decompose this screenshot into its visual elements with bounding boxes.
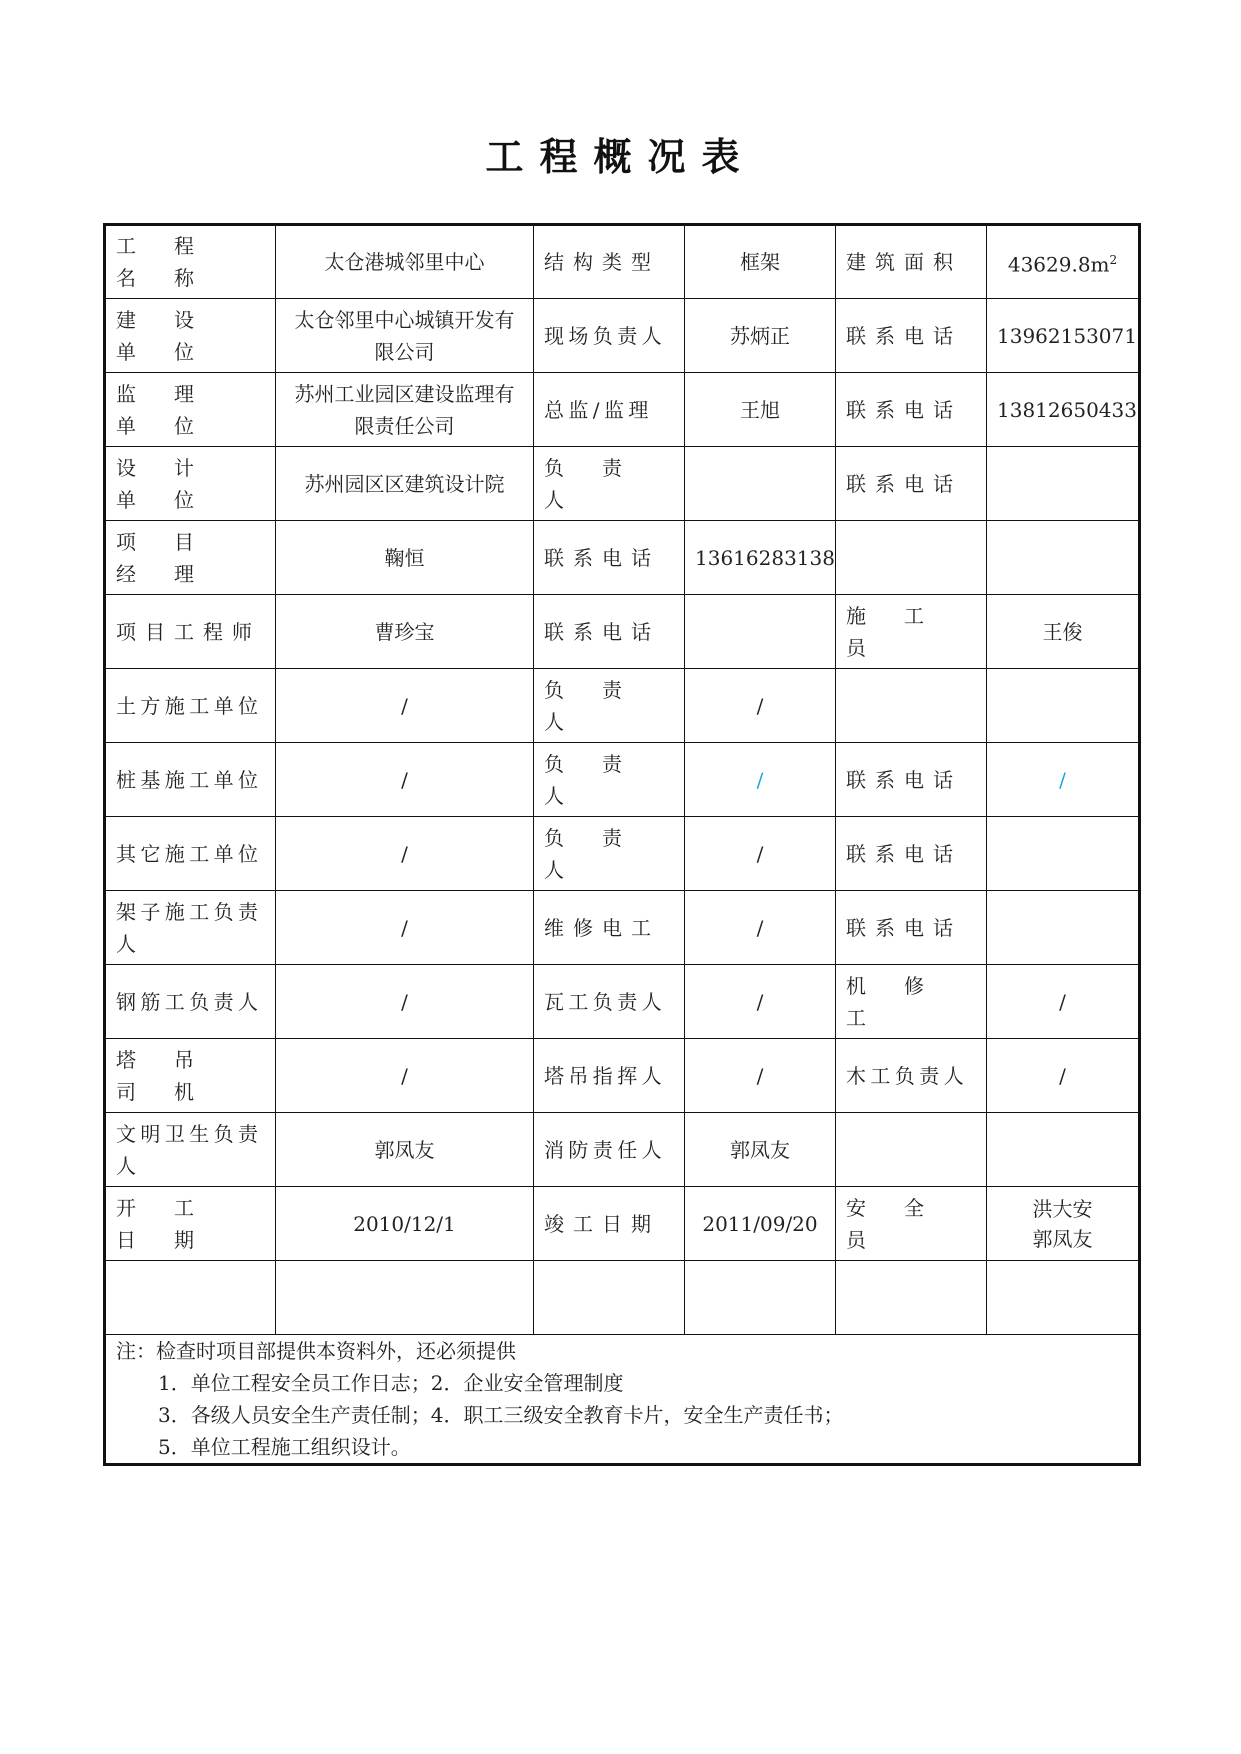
empty-cell — [105, 1261, 276, 1335]
label-design-unit: 设计单位 — [105, 447, 276, 521]
table-row — [105, 225, 1140, 299]
value-chief-supervisor: 王旭 — [685, 373, 836, 447]
area-superscript: 2 — [1109, 252, 1118, 267]
project-overview-table — [103, 223, 1141, 1466]
value-project-engineer: 曹珍宝 — [276, 595, 534, 669]
value-start-date: 2010/12/1 — [276, 1187, 534, 1261]
value-phone: 13812650433 — [987, 373, 1140, 447]
value-responsible-person: / — [685, 743, 836, 817]
table-row — [105, 1187, 1140, 1261]
label-responsible-person: 负责人 — [534, 669, 685, 743]
value-project-manager: 鞠恒 — [276, 521, 534, 595]
table-row — [105, 669, 1140, 743]
table-row — [105, 743, 1140, 817]
empty-cell — [987, 669, 1140, 743]
value-responsible-person — [685, 447, 836, 521]
label-mechanic: 机修工 — [836, 965, 987, 1039]
value-responsible-person: / — [685, 817, 836, 891]
label-start-date: 开工日期 — [105, 1187, 276, 1261]
label-phone: 联系电话 — [534, 595, 685, 669]
empty-cell — [836, 1261, 987, 1335]
label-crane-signaler: 塔吊指挥人 — [534, 1039, 685, 1113]
value-other-unit: / — [276, 817, 534, 891]
value-design-unit: 苏州园区区建筑设计院 — [276, 447, 534, 521]
label-completion-date: 竣工日期 — [534, 1187, 685, 1261]
label-project-engineer: 项目工程师 — [105, 595, 276, 669]
label-phone: 联系电话 — [836, 891, 987, 965]
value-mechanic: / — [987, 965, 1140, 1039]
label-project-name: 工程名称 — [105, 225, 276, 299]
value-project-name: 太仓港城邻里中心 — [276, 225, 534, 299]
note-line: 1．单位工程安全员工作日志；2．企业安全管理制度 — [158, 1371, 624, 1395]
label-responsible-person: 负责人 — [534, 817, 685, 891]
label-rebar-lead: 钢筋工负责人 — [105, 965, 276, 1039]
label-pile-foundation-unit: 桩基施工单位 — [105, 743, 276, 817]
table-row — [105, 1261, 1140, 1335]
label-other-unit: 其它施工单位 — [105, 817, 276, 891]
table-row — [105, 891, 1140, 965]
label-phone: 联系电话 — [836, 743, 987, 817]
value-carpenter-lead: / — [987, 1039, 1140, 1113]
label-mason-lead: 瓦工负责人 — [534, 965, 685, 1039]
label-chief-supervisor: 总监/监理 — [534, 373, 685, 447]
value-phone — [987, 817, 1140, 891]
empty-cell — [836, 521, 987, 595]
label-fire-safety-lead: 消防责任人 — [534, 1113, 685, 1187]
value-construction-unit: 太仓邻里中心城镇开发有限公司 — [276, 299, 534, 373]
area-number: 43629.8m — [1007, 252, 1110, 277]
value-phone — [987, 891, 1140, 965]
value-scaffold-lead: / — [276, 891, 534, 965]
value-fire-safety-lead: 郭凤友 — [685, 1113, 836, 1187]
value-phone — [685, 595, 836, 669]
table-row — [105, 447, 1140, 521]
value-mason-lead: / — [685, 965, 836, 1039]
label-constructor: 施工员 — [836, 595, 987, 669]
note-line: 5．单位工程施工组织设计。 — [158, 1435, 411, 1459]
value-pile-foundation-unit: / — [276, 743, 534, 817]
note-line: 3．各级人员安全生产责任制；4．职工三级安全教育卡片，安全生产责任书； — [158, 1403, 844, 1427]
table-row — [105, 299, 1140, 373]
empty-cell — [987, 521, 1140, 595]
label-supervision-unit: 监理单位 — [105, 373, 276, 447]
label-phone: 联系电话 — [836, 817, 987, 891]
table-row — [105, 965, 1140, 1039]
value-completion-date: 2011/09/20 — [685, 1187, 836, 1261]
label-building-area: 建筑面积 — [836, 225, 987, 299]
empty-cell — [987, 1113, 1140, 1187]
table-row — [105, 521, 1140, 595]
value-site-manager: 苏炳正 — [685, 299, 836, 373]
value-structure-type: 框架 — [685, 225, 836, 299]
label-phone: 联系电话 — [836, 447, 987, 521]
value-electrician: / — [685, 891, 836, 965]
value-crane-signaler: / — [685, 1039, 836, 1113]
value-crane-driver: / — [276, 1039, 534, 1113]
label-carpenter-lead: 木工负责人 — [836, 1039, 987, 1113]
label-sanitation-lead: 文明卫生负责人 — [105, 1113, 276, 1187]
value-rebar-lead: / — [276, 965, 534, 1039]
value-phone — [987, 447, 1140, 521]
note-cell — [105, 1335, 1140, 1465]
label-construction-unit: 建设单位 — [105, 299, 276, 373]
note-line: 注：检查时项目部提供本资料外，还必须提供 — [116, 1339, 516, 1363]
value-supervision-unit: 苏州工业园区建设监理有限责任公司 — [276, 373, 534, 447]
label-phone: 联系电话 — [836, 373, 987, 447]
empty-cell — [685, 1261, 836, 1335]
value-phone: / — [987, 743, 1140, 817]
note-row — [105, 1335, 1140, 1465]
value-sanitation-lead: 郭凤友 — [276, 1113, 534, 1187]
label-structure-type: 结构类型 — [534, 225, 685, 299]
label-responsible-person: 负责人 — [534, 447, 685, 521]
table-row — [105, 817, 1140, 891]
table-row — [105, 1039, 1140, 1113]
table-row — [105, 595, 1140, 669]
empty-cell — [836, 1113, 987, 1187]
page-title: 工程概况表 — [485, 135, 756, 179]
value-constructor: 王俊 — [987, 595, 1140, 669]
value-earthwork-unit: / — [276, 669, 534, 743]
value-responsible-person: / — [685, 669, 836, 743]
value-phone: 13616283138 — [685, 521, 836, 595]
empty-cell — [987, 1261, 1140, 1335]
label-earthwork-unit: 土方施工单位 — [105, 669, 276, 743]
value-building-area — [987, 225, 1140, 299]
table-row — [105, 373, 1140, 447]
label-crane-driver: 塔吊司机 — [105, 1039, 276, 1113]
label-phone: 联系电话 — [534, 521, 685, 595]
label-safety-officer: 安全员 — [836, 1187, 987, 1261]
value-safety-officer: 洪大安 郭凤友 — [987, 1187, 1140, 1261]
label-project-manager: 项目经理 — [105, 521, 276, 595]
empty-cell — [836, 669, 987, 743]
label-site-manager: 现场负责人 — [534, 299, 685, 373]
empty-cell — [534, 1261, 685, 1335]
label-electrician: 维修电工 — [534, 891, 685, 965]
table-row — [105, 1113, 1140, 1187]
label-responsible-person: 负责人 — [534, 743, 685, 817]
value-phone: 13962153071 — [987, 299, 1140, 373]
label-scaffold-lead: 架子施工负责人 — [105, 891, 276, 965]
label-phone: 联系电话 — [836, 299, 987, 373]
empty-cell — [276, 1261, 534, 1335]
